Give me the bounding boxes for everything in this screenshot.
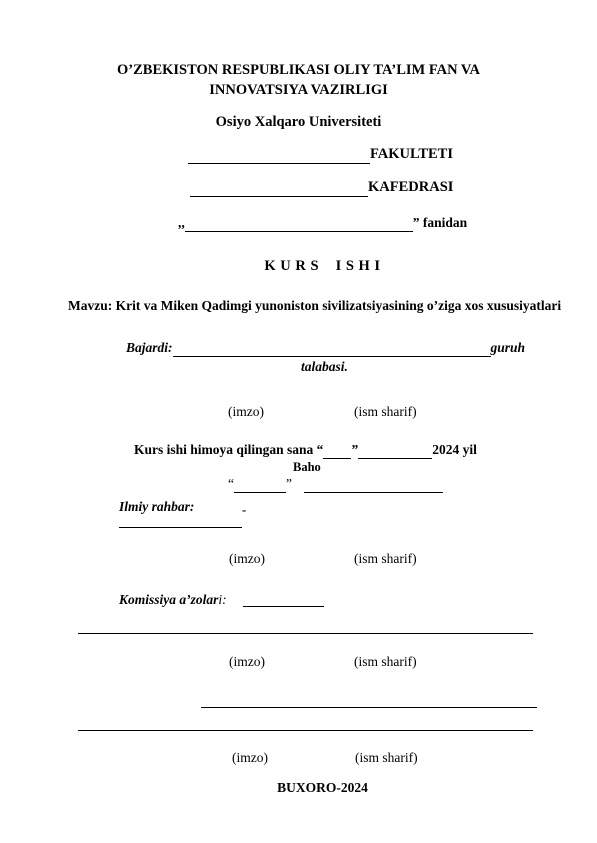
department-blank bbox=[190, 179, 368, 197]
supervisor-label: Ilmiy rahbar: bbox=[119, 499, 195, 514]
supervisor-dash: - bbox=[242, 503, 247, 517]
supervisor-name-line bbox=[119, 527, 242, 528]
signature-imzo-1: (imzo) bbox=[228, 404, 264, 419]
commission-label-tail: i: bbox=[218, 592, 227, 607]
subject-prefix: ,, bbox=[178, 215, 185, 230]
grade-blank bbox=[234, 476, 286, 493]
defense-mid: ” bbox=[351, 442, 359, 457]
signature-ism-3: (ism sharif) bbox=[354, 654, 417, 669]
performer-line bbox=[126, 340, 525, 357]
grade-sign-line bbox=[304, 492, 443, 493]
signature-imzo-2: (imzo) bbox=[229, 551, 265, 566]
department-label: KAFEDRASI bbox=[368, 179, 454, 195]
commission-member-line-3 bbox=[78, 730, 533, 731]
defense-year: 2024 yil bbox=[432, 442, 477, 457]
commission-member-line-1 bbox=[78, 633, 533, 634]
faculty-line bbox=[188, 146, 453, 164]
signature-imzo-4: (imzo) bbox=[232, 750, 268, 765]
grade-label: Baho bbox=[293, 460, 321, 474]
faculty-label: FAKULTETI bbox=[370, 146, 453, 162]
subject-line bbox=[178, 215, 467, 232]
department-line bbox=[190, 179, 453, 197]
signature-ism-4: (ism sharif) bbox=[355, 750, 418, 765]
grade-line bbox=[228, 476, 292, 493]
commission-line bbox=[119, 592, 227, 608]
signature-imzo-3: (imzo) bbox=[229, 654, 265, 669]
grade-close: ” bbox=[286, 476, 292, 491]
subject-blank bbox=[185, 215, 413, 232]
grade-open: “ bbox=[228, 476, 234, 491]
footer-city-year: BUXORO-2024 bbox=[277, 780, 368, 795]
student-label: talabasi. bbox=[301, 359, 348, 374]
defense-date-line bbox=[134, 442, 477, 459]
commission-blank bbox=[243, 606, 324, 607]
defense-day-blank bbox=[323, 442, 351, 459]
defense-month-blank bbox=[358, 442, 432, 459]
ministry-line-2: INNOVATSIYA VAZIRLIGI bbox=[209, 82, 388, 98]
university-name: Osiyo Xalqaro Universiteti bbox=[215, 114, 382, 130]
signature-ism-1: (ism sharif) bbox=[354, 404, 417, 419]
commission-member-line-2 bbox=[201, 707, 537, 708]
document-title: K U R S I S H I bbox=[264, 258, 381, 274]
ministry-line-1: O’ZBEKISTON RESPUBLIKASI OLIY TA’LIM FAN VA bbox=[117, 62, 480, 78]
group-label: guruh bbox=[490, 340, 526, 355]
defense-prefix: Kurs ishi himoya qilingan sana “ bbox=[134, 442, 324, 457]
commission-label: Komissiya a’zolar bbox=[119, 592, 219, 607]
faculty-blank bbox=[188, 146, 370, 164]
performer-blank bbox=[173, 340, 491, 357]
signature-ism-2: (ism sharif) bbox=[354, 551, 417, 566]
subject-suffix: ” fanidan bbox=[412, 215, 468, 230]
performer-label: Bajardi: bbox=[126, 340, 173, 355]
topic: Mavzu: Krit va Miken Qadimgi yunoniston sivilizatsiyasining o’ziga xos xususiyatlari bbox=[68, 298, 562, 313]
